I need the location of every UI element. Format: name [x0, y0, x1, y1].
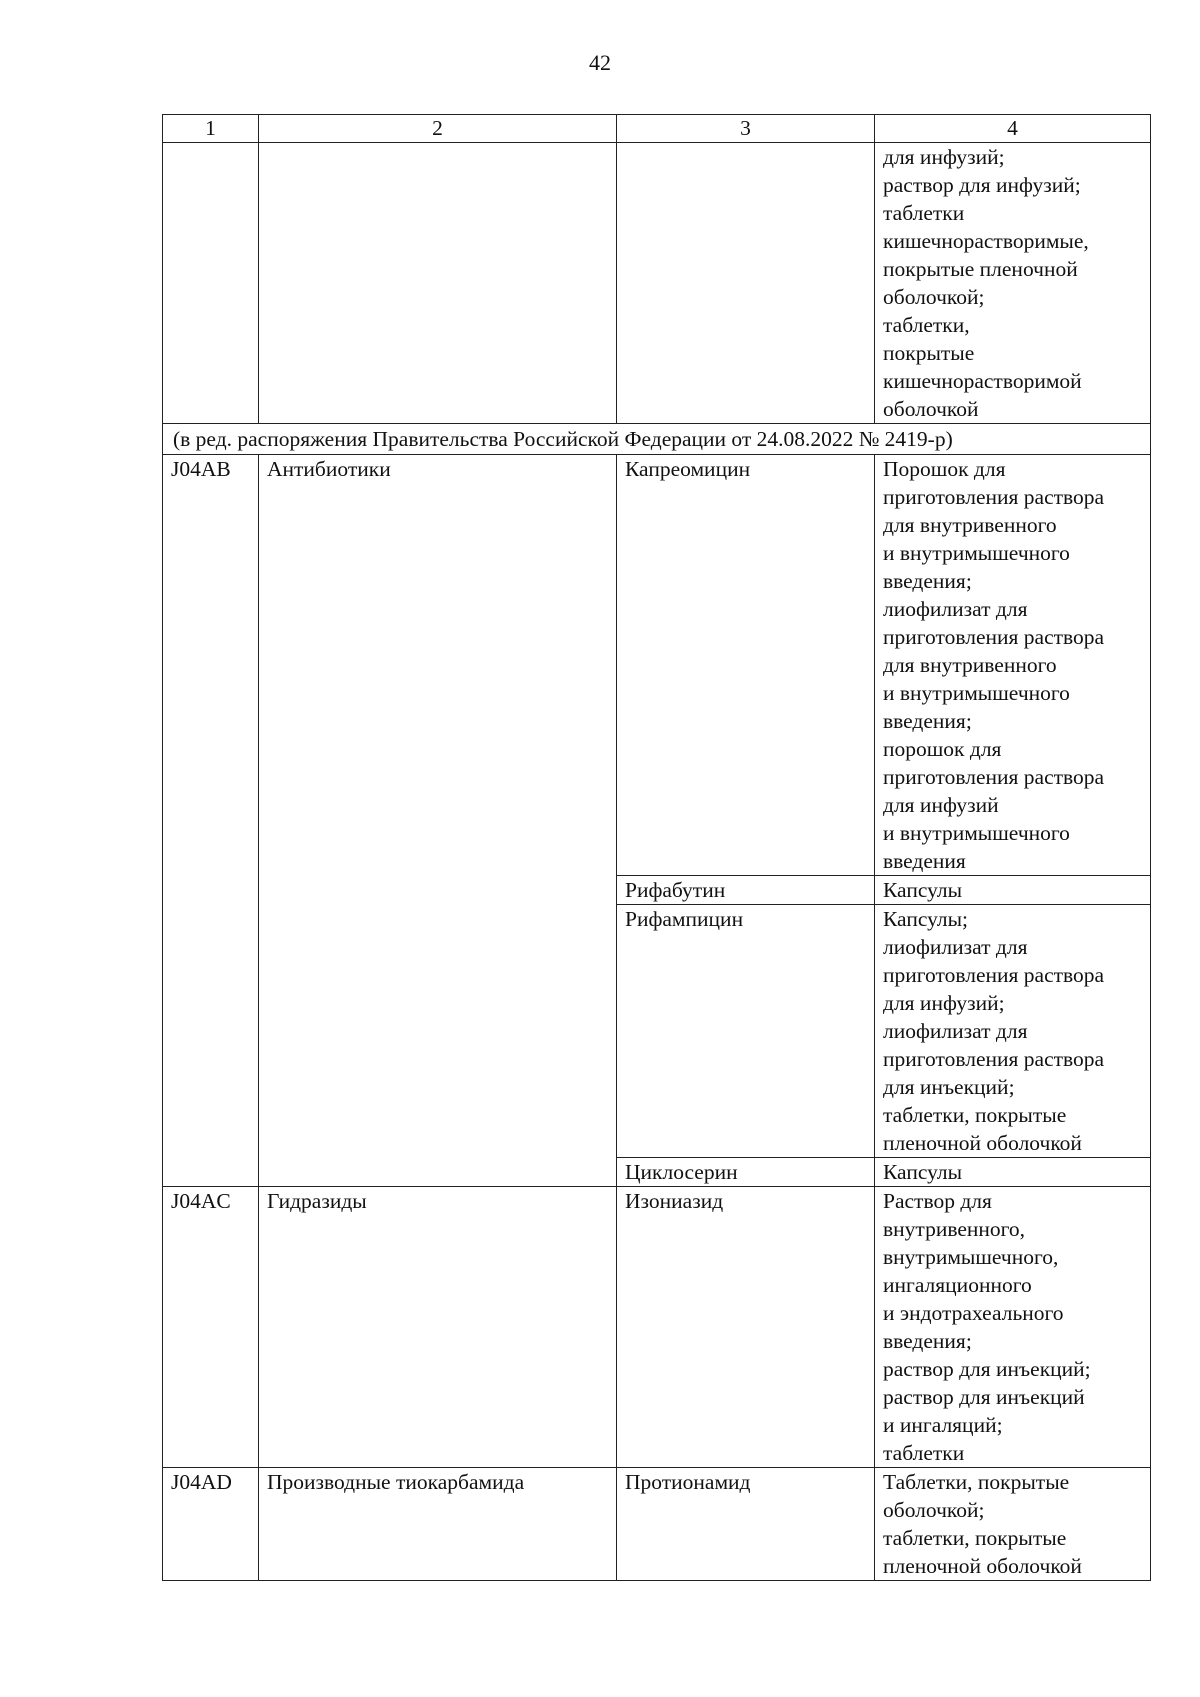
atc-code-cell: J04AC — [163, 1187, 259, 1468]
column-header-1: 1 — [163, 115, 259, 143]
group-name-cell: Антибиотики — [259, 455, 617, 1187]
amendment-note-row — [163, 424, 1151, 455]
table-row — [163, 1468, 1151, 1581]
atc-code-cell: J04AB — [163, 455, 259, 1187]
drug-name-cell — [617, 143, 875, 424]
column-header-2: 2 — [259, 115, 617, 143]
group-cell — [259, 143, 617, 424]
dosage-forms-cell: Капсулы — [875, 876, 1151, 905]
dosage-forms-cell: Раствор для внутривенного, внутримышечного, ингаляционного и эндотрахеального введения; раствор для инъекций; раствор для инъекций и ингаляций; таблетки — [875, 1187, 1151, 1468]
table-row-continued — [163, 143, 1151, 424]
dosage-forms-cell: для инфузий; раствор для инфузий; таблетки кишечнорастворимые, покрытые пленочной оболочкой; таблетки, покрытые кишечнорастворимой оболочкой — [875, 143, 1151, 424]
drug-name-cell: Рифампицин — [617, 905, 875, 1158]
dosage-forms-cell: Капсулы — [875, 1158, 1151, 1187]
drug-name-cell: Рифабутин — [617, 876, 875, 905]
drug-name-cell: Капреомицин — [617, 455, 875, 876]
atc-code-cell: J04AD — [163, 1468, 259, 1581]
dosage-forms-cell: Капсулы; лиофилизат для приготовления раствора для инфузий; лиофилизат для приготовления раствора для инъекций; таблетки, покрытые пленочной оболочкой — [875, 905, 1151, 1158]
group-name-cell: Гидразиды — [259, 1187, 617, 1468]
code-cell — [163, 143, 259, 424]
column-header-3: 3 — [617, 115, 875, 143]
table-row — [163, 1187, 1151, 1468]
column-header-4: 4 — [875, 115, 1151, 143]
table-row — [163, 455, 1151, 876]
page-number: 42 — [589, 50, 611, 75]
drug-table — [162, 114, 1151, 1581]
table-header-row — [163, 115, 1151, 143]
drug-name-cell: Протионамид — [617, 1468, 875, 1581]
dosage-forms-cell: Таблетки, покрытые оболочкой; таблетки, покрытые пленочной оболочкой — [875, 1468, 1151, 1581]
drug-name-cell: Циклосерин — [617, 1158, 875, 1187]
amendment-note: (в ред. распоряжения Правительства Российской Федерации от 24.08.2022 № 2419-р) — [163, 424, 1151, 455]
group-name-cell: Производные тиокарбамида — [259, 1468, 617, 1581]
drug-name-cell: Изониазид — [617, 1187, 875, 1468]
dosage-forms-cell: Порошок для приготовления раствора для внутривенного и внутримышечного введения; лиофилизат для приготовления раствора для внутривенного и внутримышечного введения; порошок для приготовления раствора для инфузий и внутримышечного введения — [875, 455, 1151, 876]
